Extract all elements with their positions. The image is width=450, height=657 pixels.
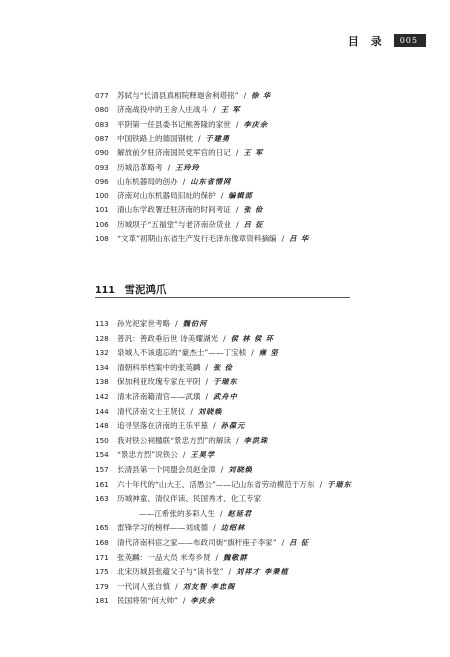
- entry-page-number: 077: [95, 91, 109, 100]
- entry-separator: /: [167, 162, 171, 172]
- entry-page-number: 163: [95, 494, 109, 504]
- entry-separator: /: [228, 567, 232, 577]
- toc-entry: [95, 219, 264, 230]
- toc-entry: [95, 479, 352, 490]
- entry-author: 王玲玲: [175, 162, 200, 172]
- entry-separator: /: [197, 133, 201, 143]
- toc-entry: [95, 522, 245, 533]
- entry-page-number: 154: [95, 450, 109, 460]
- toc-entry: [95, 347, 279, 358]
- entry-page-number: 106: [95, 219, 109, 229]
- entry-author: 山东省情网: [190, 176, 232, 186]
- entry-author: 魏敬群: [223, 552, 248, 562]
- header-page-number: 005: [394, 34, 426, 47]
- entry-author: 徐 华: [251, 91, 272, 100]
- entry-title: 解放前夕驻济南国民党军官的日记: [117, 148, 231, 158]
- section-heading: [95, 282, 167, 297]
- entry-page-number: 083: [95, 119, 109, 129]
- entry-title: 孙光祀家世考略: [117, 319, 171, 328]
- entry-separator: /: [205, 377, 209, 387]
- entry-author: 侯 林 侯 环: [230, 333, 274, 343]
- entry-separator: /: [235, 205, 239, 215]
- entry-author: 王昊学: [190, 450, 216, 460]
- toc-entry: [95, 581, 235, 592]
- entry-author: 李庆余: [190, 596, 216, 606]
- entry-author: 张 俭: [213, 362, 233, 372]
- entry-page-number: 179: [95, 581, 109, 591]
- entry-separator: /: [236, 435, 239, 445]
- entry-separator: /: [219, 508, 223, 518]
- entry-page-number: 080: [95, 105, 109, 115]
- entry-title: 历城坝子“五福堂”与老济南杂货业: [117, 219, 232, 229]
- entry-title: 清末济南籍清官——武璜: [117, 392, 201, 401]
- toc-entry: [95, 406, 222, 417]
- entry-page-number: 171: [95, 552, 109, 562]
- entry-page-number: 148: [95, 421, 109, 431]
- entry-separator: /: [281, 234, 285, 243]
- entry-separator: /: [236, 219, 239, 229]
- entry-author: 刘晓焕: [197, 406, 223, 416]
- entry-author: 刘祥才 李秉植: [236, 567, 289, 577]
- entry-page-number: 100: [95, 191, 109, 201]
- entry-separator: /: [215, 552, 219, 562]
- toc-entry: [95, 493, 261, 504]
- entry-author: 李洪珠: [243, 435, 269, 445]
- toc-entry: [95, 190, 253, 201]
- entry-separator: /: [235, 148, 239, 158]
- entry-separator: /: [205, 392, 209, 401]
- toc-entry: [95, 318, 207, 329]
- toc-entry: [95, 233, 309, 244]
- entry-separator: /: [213, 421, 216, 431]
- entry-author: 孙葆元: [220, 421, 246, 431]
- entry-separator: /: [182, 176, 186, 186]
- entry-author: 魏伯河: [182, 319, 208, 328]
- entry-title: 济南战役中的王舍人庄战斗: [117, 105, 209, 115]
- entry-title: 济南对山东机器局旧址的保护: [117, 191, 216, 201]
- toc-entry: [95, 362, 233, 373]
- entry-separator: /: [220, 191, 224, 201]
- entry-title: 北宋历城县张蕴父子与“读书堂”: [117, 567, 224, 577]
- entry-page-number: 134: [95, 362, 109, 372]
- entry-separator: /: [213, 105, 216, 115]
- page-header: [348, 34, 426, 47]
- entry-separator: /: [223, 333, 226, 343]
- entry-separator: /: [182, 596, 186, 606]
- entry-title: 平阴第一任县委书记熊善隆的家世: [117, 119, 231, 129]
- toc-entry: [95, 552, 248, 563]
- entry-page-number: 138: [95, 377, 109, 387]
- toc-entry: [95, 435, 268, 446]
- entry-page-number: 144: [95, 406, 109, 416]
- toc-entry: [95, 376, 238, 387]
- entry-author: 雍 坚: [258, 348, 279, 358]
- entry-page-number: 150: [95, 435, 109, 445]
- entry-title: 普汎：善政垂后世 诗美耀湖光: [117, 333, 219, 343]
- toc-entry: [95, 162, 200, 173]
- entry-author: 武舟中: [213, 392, 238, 401]
- entry-author: 王 军: [243, 148, 264, 158]
- entry-separator: /: [281, 538, 285, 547]
- section-number: 111: [95, 285, 115, 296]
- section-title: 雪泥鸿爪: [124, 284, 167, 296]
- entry-title: 张英麟：一品大员 米寿乡贤: [117, 552, 211, 562]
- entry-page-number: 087: [95, 133, 109, 143]
- entry-title: 清代济南文士王贤仪: [117, 406, 186, 416]
- toc-entry: [95, 566, 289, 577]
- entry-title: 保加利亚玫瑰专家在平阴: [117, 377, 201, 387]
- entry-author: 于建勇: [205, 133, 231, 143]
- toc-entry: [95, 420, 245, 431]
- entry-page-number: 168: [95, 538, 109, 547]
- toc-entry: [95, 204, 263, 215]
- entry-title: 历城神童、清仪伴读、民国秀才、化工专家: [117, 494, 262, 504]
- entry-separator: /: [175, 581, 178, 591]
- toc-entry: [95, 119, 268, 130]
- entry-title: 雷锋学习的榜样——刘成德: [117, 523, 209, 533]
- entry-separator: /: [235, 119, 239, 129]
- entry-title: “文革”初期山东省生产发行毛泽东像章资料摘编: [117, 234, 277, 243]
- entry-page-number: 157: [95, 465, 109, 474]
- entry-title: 民国将领“何大帅”: [117, 596, 178, 606]
- entry-author: 张 俭: [243, 205, 264, 215]
- toc-entry: [95, 147, 263, 158]
- entry-page-number: 108: [95, 234, 109, 243]
- entry-author: 吕 华: [289, 234, 310, 243]
- toc-entry: [95, 449, 215, 460]
- entry-title: 清山东学政署迁驻济南的时间考证: [117, 205, 231, 215]
- entry-page-number: 101: [95, 205, 109, 215]
- entry-title: 山东机器局的创办: [117, 176, 178, 186]
- toc-entry: [95, 333, 274, 344]
- entry-title: ——江希张的多彩人生: [139, 508, 215, 518]
- entry-page-number: 161: [95, 479, 109, 489]
- toc-entry: [95, 508, 252, 519]
- entry-separator: /: [251, 348, 254, 358]
- toc-entry: [95, 537, 309, 548]
- entry-page-number: 093: [95, 162, 109, 172]
- entry-separator: /: [190, 406, 193, 416]
- entry-author: 王 军: [220, 105, 241, 115]
- toc-entry: [95, 133, 230, 144]
- entry-page-number: 165: [95, 523, 109, 533]
- entry-separator: /: [243, 91, 247, 100]
- toc-entry: [95, 90, 271, 101]
- header-title: 目 录: [347, 34, 386, 48]
- entry-page-number: 128: [95, 333, 109, 343]
- entry-title: 苏轼与“长清县真相院释迦舍利塔铭”: [117, 91, 239, 100]
- entry-title: 一代词人张自慎: [117, 581, 171, 591]
- entry-separator: /: [319, 479, 323, 489]
- section-rule: [95, 297, 350, 298]
- entry-separator: /: [182, 450, 186, 460]
- entry-title: 追寻坚落在济南的王乐平墓: [117, 421, 209, 431]
- entry-author: 李庆余: [243, 119, 269, 129]
- entry-title: 清朝科举档案中的张英麟: [117, 362, 201, 372]
- entry-page-number: 132: [95, 348, 109, 358]
- entry-title: 历城沿革略考: [117, 162, 163, 172]
- entry-title: 中国铁路上的德国钢枕: [117, 133, 193, 143]
- entry-author: 边绍林: [220, 523, 246, 533]
- entry-title: 泉城人不该遗忘的“豪杰士”——丁宝桢: [117, 348, 247, 358]
- entry-page-number: 113: [95, 319, 109, 328]
- entry-page-number: 175: [95, 567, 109, 577]
- toc-entry: [95, 176, 231, 187]
- entry-title: 清代济南科宦之家——布政司街“旗杆座子李家”: [117, 538, 277, 547]
- entry-author: 刘友智 李忠阁: [182, 581, 236, 591]
- entry-page-number: 096: [95, 176, 109, 186]
- entry-title: 六十年代的“山大王、活愚公”——记山东省劳动模范于万东: [117, 479, 315, 489]
- toc-entry: [95, 391, 238, 402]
- entry-title: 长清县第一个同盟会员赵金漳: [117, 465, 216, 474]
- toc-entry: [95, 464, 253, 475]
- entry-author: 吕 征: [243, 219, 264, 229]
- toc-entry: [95, 104, 241, 115]
- entry-page-number: 090: [95, 148, 109, 158]
- entry-separator: /: [175, 319, 178, 328]
- entry-separator: /: [220, 465, 224, 474]
- entry-author: 编辑部: [228, 191, 253, 201]
- entry-author: 于瑞东: [213, 377, 238, 387]
- entry-author: 于瑞东: [327, 479, 352, 489]
- entry-author: 吕 征: [289, 538, 310, 547]
- entry-title: “景忠方烈”说铁公: [117, 450, 178, 460]
- entry-page-number: 142: [95, 392, 109, 401]
- entry-page-number: 181: [95, 596, 109, 606]
- entry-author: 赵延君: [227, 508, 253, 518]
- entry-separator: /: [213, 523, 216, 533]
- entry-separator: /: [205, 362, 209, 372]
- entry-author: 刘晓焕: [228, 465, 253, 474]
- entry-title: 我对铁公祠楹联“景忠方烈”的解读: [117, 435, 232, 445]
- toc-entry: [95, 595, 215, 606]
